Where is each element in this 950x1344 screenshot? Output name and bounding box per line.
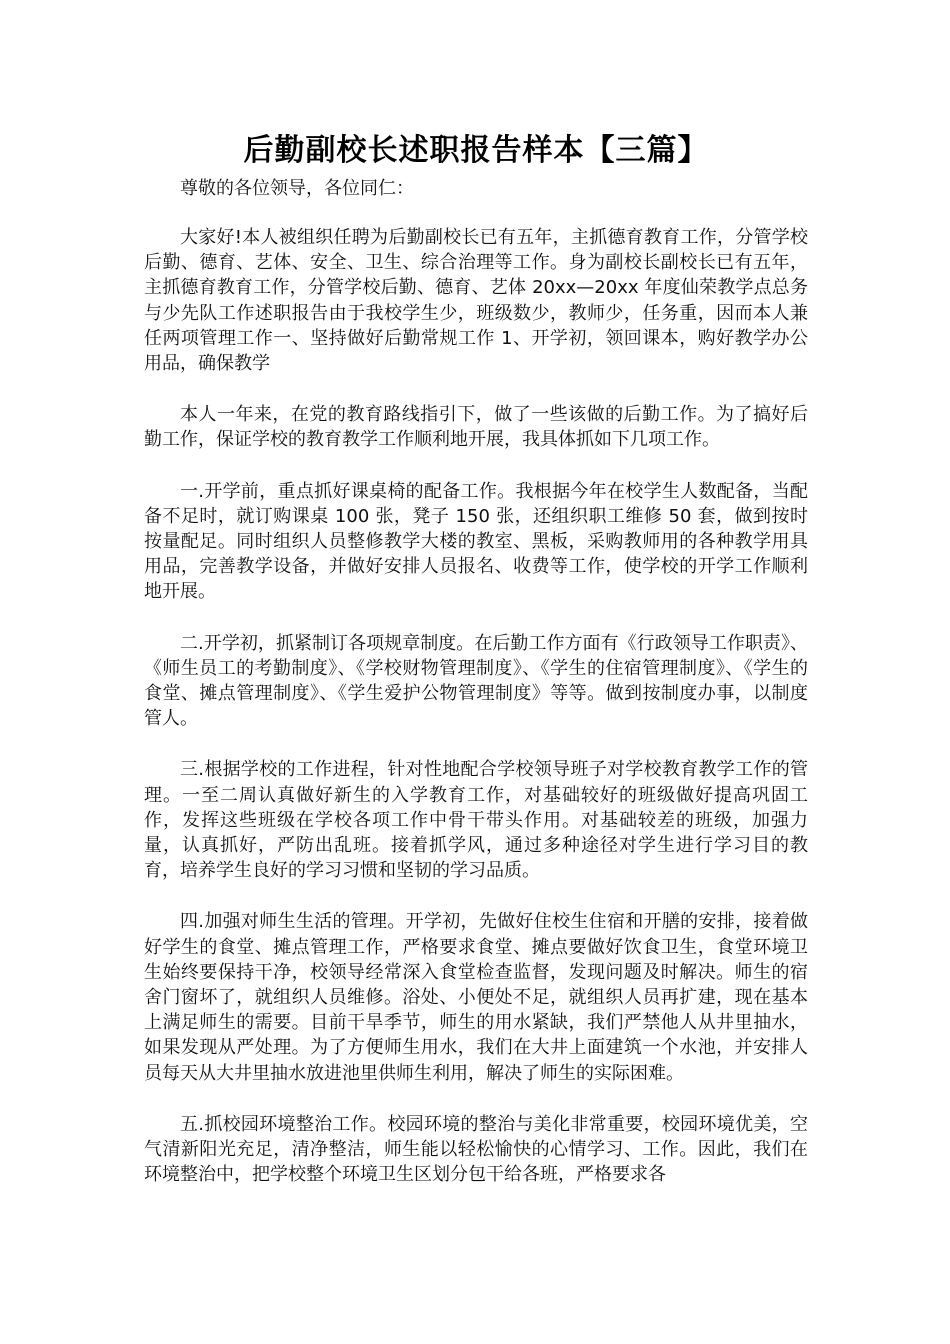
salutation: 尊敬的各位领导，各位同仁： xyxy=(180,178,414,199)
document-page xyxy=(144,128,808,1188)
paragraph-intro: 大家好!本人被组织任聘为后勤副校长已有五年，主抓德育教育工作，分管学校后勤、德育、艺体、安全、卫生、综合治理等工作。身为副校长副校长已有五年，主抓德育教育工作，分管学校后勤、德育、艺体 20xx—20xx 年度仙荣教学点总务与少先队工作述职报告由于我校学生少，班级数少，教师少，任务重，因而本人兼任两项管理工作一、坚持做好后勤常规工作 1、开学初，领回课本，购好教学办公用品，确保教学 xyxy=(144,227,808,375)
paragraph-item-3: 三.根据学校的工作进程，针对性地配合学校领导班子对学校教育教学工作的管理。一至二周认真做好新生的入学教育工作，对基础较好的班级做好提高巩固工作，发挥这些班级在学校各项工作中骨干带头作用。对基础较差的班级，加强力量，认真抓好，严防出乱班。接着抓学风，通过多种途径对学生进行学习目的教育，培养学生良好的学习习惯和坚韧的学习品质。 xyxy=(144,759,808,882)
paragraph-summary: 本人一年来，在党的教育路线指引下，做了一些该做的后勤工作。为了搞好后勤工作，保证学校的教育教学工作顺利地开展，我具体抓如下几项工作。 xyxy=(144,404,808,451)
paragraph-item-1: 一.开学前，重点抓好课桌椅的配备工作。我根据今年在校学生人数配备，当配备不足时，就订购课桌 100 张，凳子 150 张，还组织职工维修 50 套，做到按时按量配足。同时组织人员整修教学大楼的教室、黑板，采购教师用的各种教学用具用品，完善教学设备，并做好安排人员报名、收费等工作，使学校的开学工作顺利地开展。 xyxy=(144,480,808,603)
paragraph-item-4: 四.加强对师生生活的管理。开学初，先做好住校生住宿和开膳的安排，接着做好学生的食堂、摊点管理工作，严格要求食堂、摊点要做好饮食卫生，食堂环境卫生始终要保持干净，校领导经常深入食堂检查监督，发现问题及时解决。师生的宿舍门窗坏了，就组织人员维修。浴处、小便处不足，就组织人员再扩建，现在基本上满足师生的需要。目前干旱季节，师生的用水紧缺，我们严禁他人从井里抽水，如果发现从严处理。为了方便师生用水，我们在大井上面建筑一个水池，并安排人员每天从大井里抽水放进池里供师生利用，解决了师生的实际困难。 xyxy=(144,911,808,1084)
document-title: 后勤副校长述职报告样本【三篇】 xyxy=(243,133,709,168)
paragraph-item-2: 二.开学初，抓紧制订各项规章制度。在后勤工作方面有《行政领导工作职责》、《师生员工的考勤制度》、《学校财物管理制度》、《学生的住宿管理制度》、《学生的食堂、摊点管理制度》、《学生爱护公物管理制度》等等。做到按制度办事，以制度管人。 xyxy=(144,632,808,730)
paragraph-item-5: 五.抓校园环境整治工作。校园环境的整治与美化非常重要，校园环境优美，空气清新阳光充足，清净整洁，师生能以轻松愉快的心情学习、工作。因此，我们在环境整治中，把学校整个环境卫生区划分包干给各班，严格要求各 xyxy=(144,1113,808,1186)
